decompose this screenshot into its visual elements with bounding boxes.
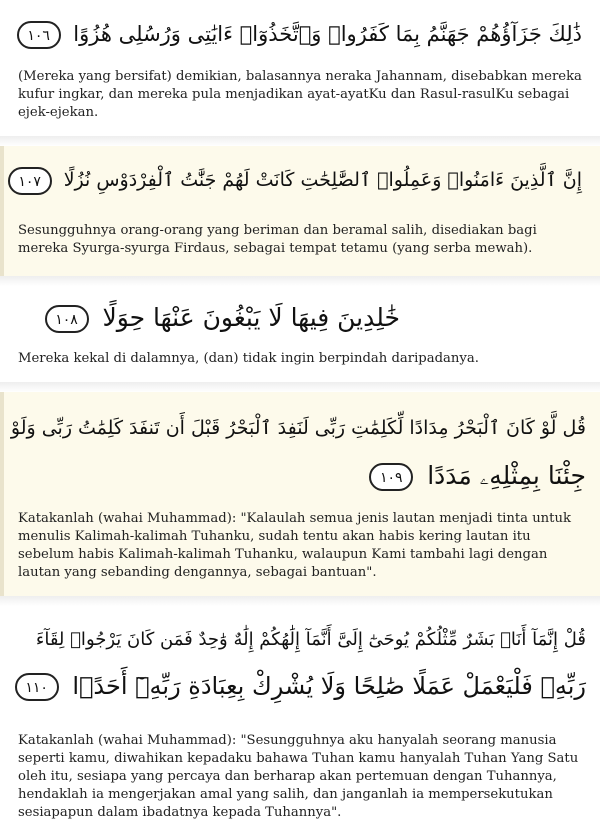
divider — [0, 596, 600, 606]
divider — [0, 382, 600, 392]
verse-block-107 — [0, 146, 600, 276]
ayah-number-marker: ١٠٩ — [369, 463, 413, 491]
verse-arabic-text: إِنَّ ٱلَّذِينَ ءَامَنُوا۟ وَعَمِلُوا۟ ٱلصَّٰلِحَٰتِ كَانَتْ لَهُمْ جَنَّٰتُ ٱلْفِرْدَوْسِ نُزُلًا — [63, 169, 582, 191]
verse-arabic-text: قُل لَّوْ كَانَ ٱلْبَحْرُ مِدَادًا لِّكَلِمَٰتِ رَبِّى لَنَفِدَ ٱلْبَحْرُ قَبْلَ أَن تَنفَدَ كَلِمَٰتُ رَبِّى وَلَوْ — [10, 417, 586, 439]
verse-arabic-text: خَٰلِدِينَ فِيهَا لَا يَبْغُونَ عَنْهَا حِوَلًا — [102, 303, 400, 332]
verse-translation: Katakanlah (wahai Muhammad): "Sesungguhnya aku hanyalah seorang manusia seperti kamu, diwahikan kepadaku bahawa Tuhan kamu hanyalah Tuhan Yang Satu oleh itu, sesiapa yang percaya dan berharap akan pertemuan dengan Tuhannya, hendaklah ia mengerjakan amal yang salih, dan janganlah ia mempersekutukan sesiapapun dalam ibadatnya kepada Tuhannya". — [18, 733, 579, 820]
divider — [0, 136, 600, 146]
verse-block-109 — [0, 392, 600, 596]
verse-arabic-text: قُلْ إِنَّمَآ أَنَا۠ بَشَرٌ مِّثْلُكُمْ يُوحَىٰٓ إِلَىَّ أَنَّمَآ إِلَٰهُكُمْ إِلَٰهٌ وَٰحِدٌ فَمَن كَانَ يَرْجُوا۟ لِقَآءَ — [35, 629, 586, 650]
verse-block-110 — [0, 606, 600, 840]
verse-translation: Mereka kekal di dalamnya, (dan) tidak ingin berpindah daripadanya. — [18, 351, 479, 366]
ayah-number-marker: ١٠٧ — [8, 167, 52, 195]
verse-arabic-text: ذَٰلِكَ جَزَآؤُهُمْ جَهَنَّمُ بِمَا كَفَرُوا۟ وَٱتَّخَذُوٓا۟ ءَايَٰتِى وَرُسُلِى هُزُوًا — [73, 22, 582, 46]
verse-translation: (Mereka yang bersifat) demikian, balasannya neraka Jahannam, disebabkan mereka kufur ingkar, dan mereka pula menjadikan ayat-ayatKu dan Rasul-rasulKu sebagai ejek-ejekan. — [18, 69, 582, 120]
ayah-number-marker: ١٠٨ — [45, 305, 89, 333]
verse-translation: Katakanlah (wahai Muhammad): "Kalaulah semua jenis lautan menjadi tinta untuk menulis Kalimah-kalimah Tuhanku, sudah tentu akan habis kering lautan itu sebelum habis Kalimah-kalimah Tuhanku, walaupun Kami tambahi lagi dengan lautan yang sebanding dengannya, sebagai bantuan". — [18, 511, 571, 580]
verse-translation: Sesungguhnya orang-orang yang beriman dan beramal salih, disediakan bagi mereka Syurga-syurga Firdaus, sebagai tempat tetamu (yang serba mewah). — [18, 223, 537, 256]
divider — [0, 276, 600, 286]
verse-arabic-line-1 — [36, 614, 586, 666]
ayah-number-marker: ١٠٦ — [17, 21, 61, 49]
verse-arabic-line-2 — [363, 450, 586, 502]
verse-arabic — [11, 8, 582, 60]
verse-arabic-line-1 — [11, 402, 586, 454]
verse-block-106 — [0, 0, 600, 136]
verse-arabic-line-2 — [9, 660, 586, 712]
verse-block-108 — [0, 286, 600, 382]
verse-arabic-text: رَبِّهِۦ فَلْيَعْمَلْ عَمَلًا صَٰلِحًا وَلَا يُشْرِكْ بِعِبَادَةِ رَبِّهِۦٓ أَحَدًۢا — [72, 672, 586, 700]
ayah-number-marker: ١١٠ — [15, 673, 59, 701]
verse-arabic — [2, 154, 582, 206]
left-accent-bar — [0, 392, 4, 596]
verse-arabic-text: جِئْنَا بِمِثْلِهِۦ مَدَدًا — [427, 461, 586, 490]
verse-arabic — [39, 292, 401, 344]
